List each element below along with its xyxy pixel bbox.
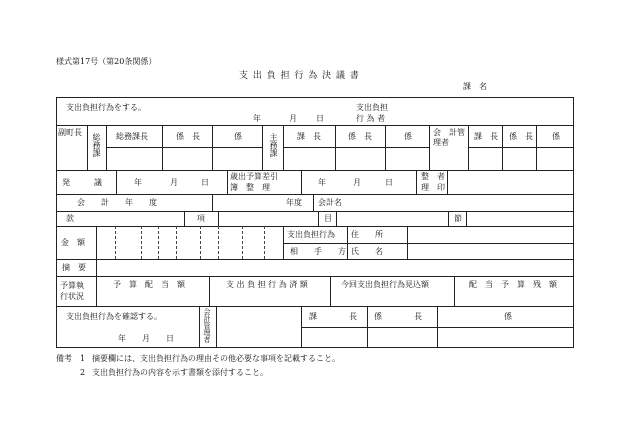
hakkou-year: 年: [134, 178, 142, 187]
execution-col-3: 今回支出負担行為見込額: [341, 280, 429, 289]
approval-actor-label-1: 支出負担: [356, 103, 388, 112]
seiri-label-2: 理 印: [421, 183, 445, 192]
moku-label: 目: [324, 214, 332, 223]
summary-label: 摘 要: [62, 263, 86, 272]
confirm-kakari-chou: 係 長: [374, 312, 422, 321]
execution-label-2: 行状況: [60, 292, 84, 301]
confirm-kakari: 係: [504, 312, 512, 321]
shukan-label: 主務課: [269, 133, 278, 157]
soumu-label: 総務課: [92, 133, 101, 157]
setsu-label: 節: [454, 214, 462, 223]
note-2-num: 2: [80, 368, 86, 377]
kakari-label-2: 係: [404, 132, 412, 141]
notes-label: 備考: [56, 354, 72, 363]
confirm-ka-chou: 課 長: [309, 312, 357, 321]
vice-mayor-label: 副町長: [58, 128, 82, 137]
yosan-label-2: 簿 整 理: [230, 183, 270, 192]
kan-label: 款: [66, 214, 74, 223]
approval-month: 月: [289, 114, 297, 123]
fiscal-year-suffix: 年度: [286, 198, 302, 207]
execution-col-2: 支 出 負 担 行 為 済 額: [226, 280, 308, 289]
hakkou-day: 日: [201, 178, 209, 187]
kakari-chou-label: 係 長: [176, 132, 200, 141]
kaikei-label: 会 計管理者: [433, 128, 465, 147]
approval-day: 日: [316, 114, 324, 123]
kou-label: 項: [197, 214, 205, 223]
document-title: 支 出 負 担 行 為 決 議 書: [239, 71, 360, 81]
amount-actor-label: 支出負担行為: [287, 230, 335, 239]
account-name-label: 会計名: [318, 198, 342, 207]
counterparty-label: 相 手 方: [290, 247, 346, 256]
yosan-year: 年: [318, 178, 326, 187]
seiri-label-1: 整 者: [421, 172, 445, 181]
approval-actor-label-2: 行 為 者: [356, 114, 386, 123]
kakari-chou-label-3: 係 長: [509, 132, 533, 141]
hakkou-month: 月: [170, 178, 178, 187]
hakkou-label: 発 議: [62, 178, 102, 187]
ka-chou-label-3: 課 長: [474, 132, 498, 141]
confirm-kaikei-label: 会計管理者: [203, 308, 211, 343]
approval-request-text: 支出負担行為をする。: [66, 103, 146, 112]
approval-year: 年: [253, 114, 261, 123]
execution-col-4: 配 当 予 算 残 額: [469, 280, 557, 289]
soumu-chief-label: 総務課長: [116, 132, 148, 141]
note-2-text: 支出負担行為の内容を示す書類を添付すること。: [92, 368, 268, 377]
note-1-text: 摘要欄には、支出負担行為の理由その他必要な事項を記載すること。: [92, 354, 340, 363]
fiscal-year-label: 会 計 年 度: [77, 198, 157, 207]
kakari-chou-label-2: 係 長: [348, 132, 372, 141]
confirm-date: 年 月 日: [118, 334, 174, 343]
confirm-text: 支出負担行為を確認する。: [66, 312, 162, 321]
kakari-label: 係: [234, 132, 242, 141]
name-label: 氏 名: [351, 247, 383, 256]
address-label: 住 所: [351, 230, 383, 239]
note-1-num: 1: [80, 354, 86, 363]
yosan-month: 月: [353, 178, 361, 187]
ka-chou-label: 課 長: [297, 132, 321, 141]
execution-label-1: 予算執: [60, 281, 84, 290]
kakari-label-3: 係: [552, 132, 560, 141]
form-number: 様式第17号（第20条関係）: [56, 57, 157, 66]
yosan-label-1: 歳出予算差引: [230, 172, 278, 181]
execution-col-1: 予 算 配 当 額: [113, 280, 185, 289]
yosan-day: 日: [385, 178, 393, 187]
amount-label: 金 額: [61, 238, 85, 247]
section-name-label: 課 名: [463, 82, 487, 91]
